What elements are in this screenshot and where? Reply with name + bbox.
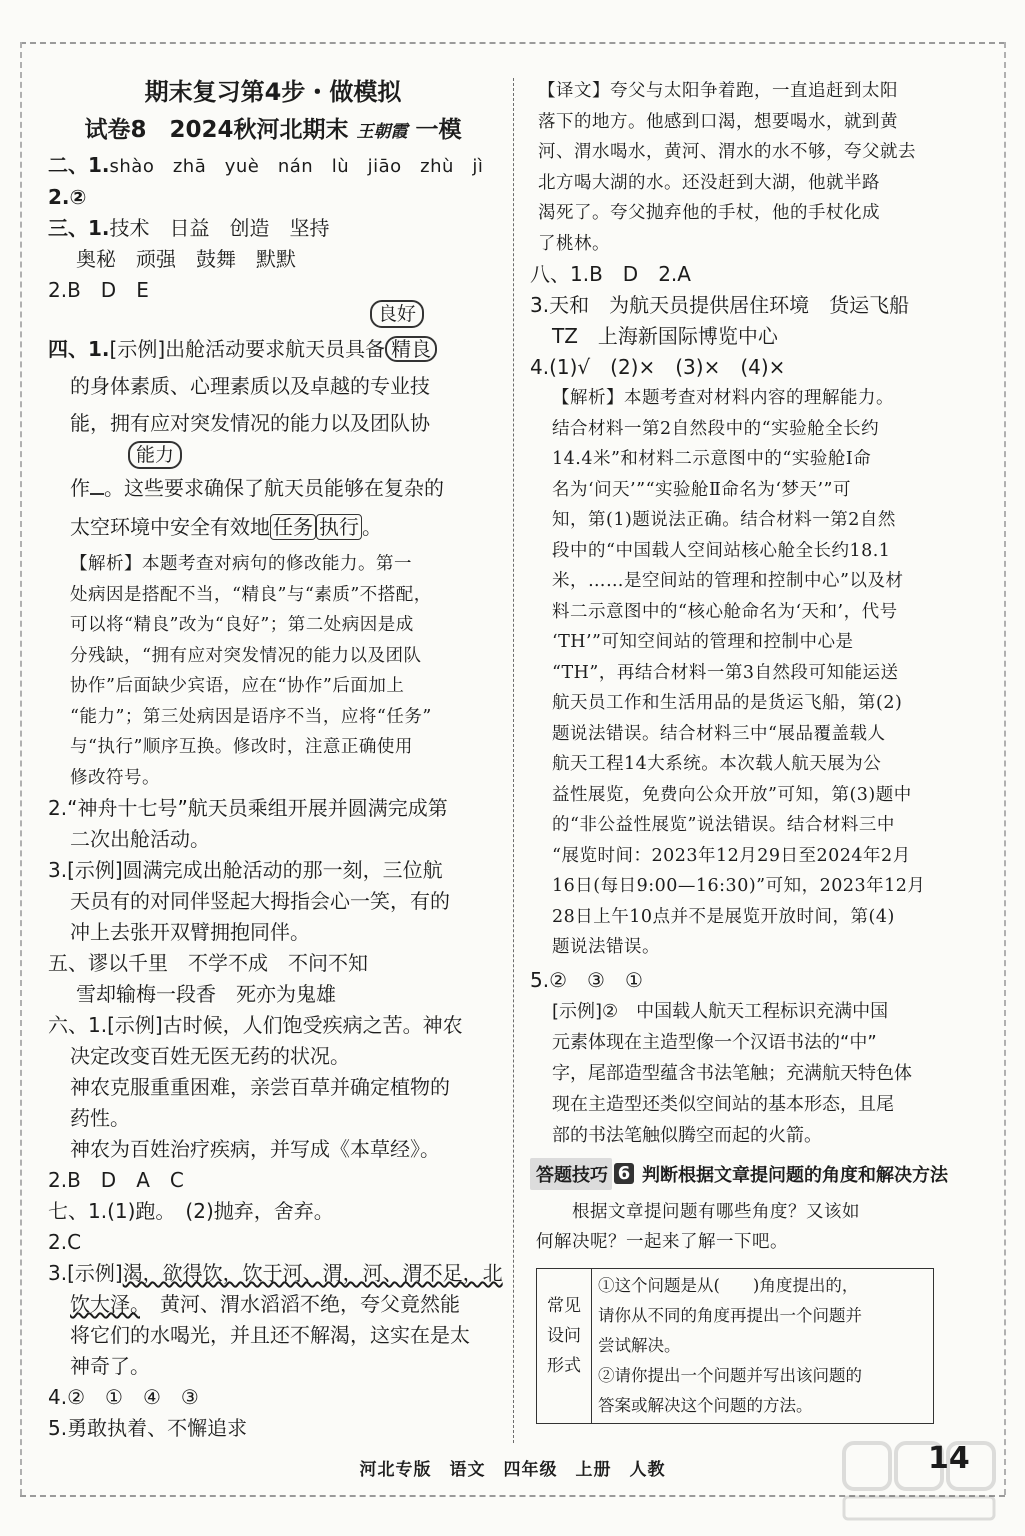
translation-line: 落下的地方。他感到口渴，想要喝水，就到黄 xyxy=(538,111,898,132)
table-line: ②请你提出一个问题并写出该问题的 xyxy=(598,1365,862,1385)
analysis-line: 航天员工作和生活用品的是货运飞船，第(2) xyxy=(552,693,903,713)
page-number: 14 xyxy=(928,1441,970,1476)
answer-8-3: 3.天和 为航天员提供居住环境 货运飞船 xyxy=(530,293,910,317)
exam-subtitle xyxy=(48,112,498,150)
item-number: 四、1. xyxy=(48,337,110,361)
page-footer: 河北专版 语文 四年级 上册 人教 xyxy=(359,1460,666,1480)
page-border-right xyxy=(1004,42,1006,1495)
table-label: 常见 xyxy=(547,1295,581,1316)
answer-8-4: 4.(1)√ (2)× (3)× (4)× xyxy=(530,355,786,379)
answer-3-1 xyxy=(48,213,498,244)
analysis-line: 28日上午10点并不是展览开放时间，第(4) xyxy=(552,906,895,927)
correction-bubble: 良好 xyxy=(370,300,424,328)
analysis-line: 题说法错误。结合材料三中“展品覆盖载人 xyxy=(552,723,886,744)
answer-3-1-cont: 奥秘 顽强 鼓舞 默默 xyxy=(76,247,296,271)
page-border-top xyxy=(20,42,1005,44)
translation-line: 北方喝大湖的水。还没赶到大湖，他就半路 xyxy=(538,172,880,193)
answer-4-1-line4 xyxy=(48,473,498,504)
insert-mark xyxy=(90,481,104,495)
analysis-line: 益性展览，免费向公众开放”可知，第(3)题中 xyxy=(552,784,912,805)
answer-7-4: 4.② ① ④ ③ xyxy=(48,1385,199,1409)
analysis-line: 题说法错误。 xyxy=(552,937,660,957)
answer-4-1 xyxy=(48,334,498,365)
analysis-line: 结合材料一第2自然段中的“实验舱全长约 xyxy=(552,418,880,439)
swap-mark-word: 执行 xyxy=(316,514,362,540)
analysis-line: “TH”，再结合材料一第3自然段可知能运送 xyxy=(552,662,899,683)
exam-subtitle-text: 试卷8 2024秋河北期末 xyxy=(84,117,349,143)
correction-bubble-row-1 xyxy=(48,303,498,330)
answer-2-1 xyxy=(48,150,498,182)
correction-bubble: 能力 xyxy=(128,441,182,469)
answer-2-2: 2.② xyxy=(48,185,87,209)
answer-text: 。 xyxy=(362,515,382,539)
analysis-line: 名为‘问天’”“实验舱Ⅱ命名为‘梦天’”可 xyxy=(552,479,851,500)
analysis-line: 料二示意图中的“核心舱命名为‘天和’，代号 xyxy=(552,601,898,622)
circled-word: 精良 xyxy=(385,336,437,362)
table-line: 答案或解决这个问题的方法。 xyxy=(598,1395,813,1415)
answer-6-2: 2.B D A C xyxy=(48,1168,184,1192)
answer-6-1: 六、1.[示例]古时候，人们饱受疾病之苦。神农 xyxy=(48,1013,463,1037)
correction-bubble-row-2 xyxy=(48,439,498,465)
answer-7-3-cont xyxy=(48,1289,498,1320)
right-column xyxy=(530,76,975,1424)
tip-title: 判断根据文章提问题的角度和解决方法 xyxy=(642,1164,948,1186)
example-line: 现在主造型还类似空间站的基本形态，且尾 xyxy=(552,1093,894,1115)
question-forms-table xyxy=(536,1268,934,1424)
exam-subtitle-suffix: 一模 xyxy=(415,117,462,143)
tip-tag: 答题技巧 xyxy=(530,1158,612,1190)
example-line: 部的书法笔触似腾空而起的火箭。 xyxy=(552,1124,822,1146)
answer-6-1-cont: 神农克服重重困难，亲尝百草并确定植物的 xyxy=(70,1075,450,1099)
answer-text: 。这些要求确保了航天员能够在复杂的 xyxy=(104,476,444,500)
answer-4-3-cont: 天员有的对同伴竖起大拇指会心一笑，有的 xyxy=(70,889,450,913)
underlined-quote: 饮大泽。 xyxy=(70,1292,140,1316)
analysis-line: ‘TH’”可知空间站的管理和控制中心是 xyxy=(552,632,854,652)
analysis-line: 米，……是空间站的管理和控制中心”以及材 xyxy=(552,571,904,591)
analysis-8-4 xyxy=(530,383,975,963)
swap-mark-word: 任务 xyxy=(270,514,316,540)
translation-line: 渴死了。夸父抛弃他的手杖，他的手杖化成 xyxy=(538,203,880,223)
answer-4-1-line3: 能，拥有应对突发情况的能力以及团队协 xyxy=(70,411,430,435)
answer-7-1: 七、1.(1)跑。 (2)抛弃，舍弃。 xyxy=(48,1199,334,1223)
analysis-line: 航天工程14大系统。本次载人航天展为公 xyxy=(552,754,882,774)
table-content-cell xyxy=(592,1268,934,1423)
underlined-quote: 渴，欲得饮，饮于河、渭，河、渭不足，北 xyxy=(122,1261,503,1285)
word-list: 技术 日益 创造 坚持 xyxy=(109,216,330,240)
tip-intro: 根据文章提问题有哪些角度？又该如 xyxy=(572,1201,860,1222)
tip-header xyxy=(530,1157,975,1191)
tip-number: 6 xyxy=(614,1163,634,1184)
watermark-logo-icon xyxy=(838,1435,998,1525)
analysis-line: 与“执行”顺序互换。修改时，注意正确使用 xyxy=(70,737,413,757)
answer-4-1-line2: 的身体素质、心理素质以及卓越的专业技 xyxy=(70,374,430,398)
analysis-line: 14.4米”和材料二示意图中的“实验舱Ⅰ命 xyxy=(552,449,872,469)
analysis-line: 处病因是搭配不当，“精良”与“素质”不搭配， xyxy=(70,584,432,605)
answer-5: 五、谬以千里 不学不成 不问不知 xyxy=(48,951,368,975)
answer-4-2-cont: 二次出舱活动。 xyxy=(70,827,210,851)
analysis-line: 【解析】本题考查对病句的修改能力。第一 xyxy=(70,554,412,574)
analysis-line: 可以将“精良”改为“良好”；第二处病因是成 xyxy=(70,615,414,635)
analysis-line: 段中的“中国载人空间站核心舱全长约18.1 xyxy=(552,540,891,561)
analysis-line: “展览时间：2023年12月29日至2024年2月 xyxy=(552,845,911,866)
answer-6-1-cont: 决定改变百姓无医无药的状况。 xyxy=(70,1044,350,1068)
example-line: [示例]② 中国载人航天工程标识充满中国 xyxy=(552,1000,889,1022)
translation-line: 河、渭水喝水，黄河、渭水的水不够，夸父就去 xyxy=(538,142,916,162)
column-divider xyxy=(513,78,514,1443)
answer-7-2: 2.C xyxy=(48,1230,82,1254)
answer-text: 3.[示例] xyxy=(48,1261,123,1285)
page-title: 期末复习第4步・做模拟 xyxy=(144,78,402,106)
answer-6-1-cont: 神农为百姓治疗疾病，并写成《本草经》。 xyxy=(70,1137,440,1161)
answer-8-3-cont: TZ 上海新国际博览中心 xyxy=(552,324,778,348)
item-number: 三、1. xyxy=(48,216,110,240)
analysis-line: 修改符号。 xyxy=(70,767,160,788)
answer-8-1: 八、1.B D 2.A xyxy=(530,262,691,286)
analysis-line: 分残缺，“拥有应对突发情况的能力以及团队 xyxy=(70,645,422,666)
example-line: 字，尾部造型蕴含书法笔触；充满航天特色体 xyxy=(552,1062,912,1084)
table-row xyxy=(537,1268,934,1423)
table-label-cell xyxy=(537,1268,592,1423)
answer-5-cont: 雪却输梅一段香 死亦为鬼雄 xyxy=(76,982,336,1006)
translation-line: 【译文】夸父与太阳争着跑，一直追赶到太阳 xyxy=(538,81,898,101)
answer-7-5: 5.勇敢执着、不懈追求 xyxy=(48,1416,248,1440)
answer-7-3-cont: 神奇了。 xyxy=(70,1354,150,1378)
answer-4-3-cont: 冲上去张开双臂拥抱同伴。 xyxy=(70,920,310,944)
answer-text: 黄河、渭水滔滔不绝，夸父竟然能 xyxy=(140,1292,460,1316)
analysis-line: “能力”；第三处病因是语序不当，应将“任务” xyxy=(70,706,432,727)
table-label: 设问 xyxy=(547,1325,581,1346)
table-line: 尝试解决。 xyxy=(598,1335,681,1355)
item-number: 二、1. xyxy=(48,153,110,177)
answer-6-1-cont: 药性。 xyxy=(70,1106,130,1130)
table-line: ①这个问题是从( )角度提出的， xyxy=(598,1275,859,1295)
signature: 王朝霞 xyxy=(356,122,408,142)
answer-4-1-line5 xyxy=(48,512,498,543)
answer-8-5: 5.② ③ ① xyxy=(530,967,643,992)
left-column xyxy=(48,72,503,1444)
answer-text: 作 xyxy=(70,476,90,500)
table-line: 请你从不同的角度再提出一个问题并 xyxy=(598,1305,862,1325)
answer-text: [示例]出舱活动要求航天员具备 xyxy=(109,337,386,361)
translation-block xyxy=(530,76,975,259)
answer-7-3 xyxy=(48,1258,503,1289)
analysis-line: 【解析】本题考查对材料内容的理解能力。 xyxy=(552,388,894,408)
analysis-line: 知，第(1)题说法正确。结合材料一第2自然 xyxy=(552,510,896,530)
example-line: 元素体现在主造型像一个汉语书法的“中” xyxy=(552,1031,877,1053)
analysis-4-1 xyxy=(48,549,498,793)
translation-line: 了桃林。 xyxy=(538,233,610,254)
answer-7-3-cont: 将它们的水喝光，并且还不解渴，这实在是太 xyxy=(70,1323,470,1347)
example-8-5 xyxy=(530,996,975,1151)
pinyin-answer: shào zhā yuè nán lù jiāo zhù jì xyxy=(109,156,484,177)
answer-3-2: 2.B D E xyxy=(48,278,149,302)
tip-intro-cont: 何解决呢？一起来了解一下吧。 xyxy=(536,1232,788,1252)
table-label: 形式 xyxy=(547,1355,581,1376)
analysis-line: 的“非公益性展览”说法错误。结合材料三中 xyxy=(552,815,895,835)
analysis-line: 16日(每日9:00—16:30)”可知，2023年12月 xyxy=(552,876,926,896)
answer-4-3: 3.[示例]圆满完成出舱活动的那一刻，三位航 xyxy=(48,858,443,882)
page-border-left xyxy=(20,42,22,1495)
analysis-line: 协作”后面缺少宾语，应在“协作”后面加上 xyxy=(70,676,405,696)
answer-text: 太空环境中安全有效地 xyxy=(70,515,270,539)
answer-4-2: 2.“神舟十七号”航天员乘组开展并圆满完成第 xyxy=(48,796,448,820)
